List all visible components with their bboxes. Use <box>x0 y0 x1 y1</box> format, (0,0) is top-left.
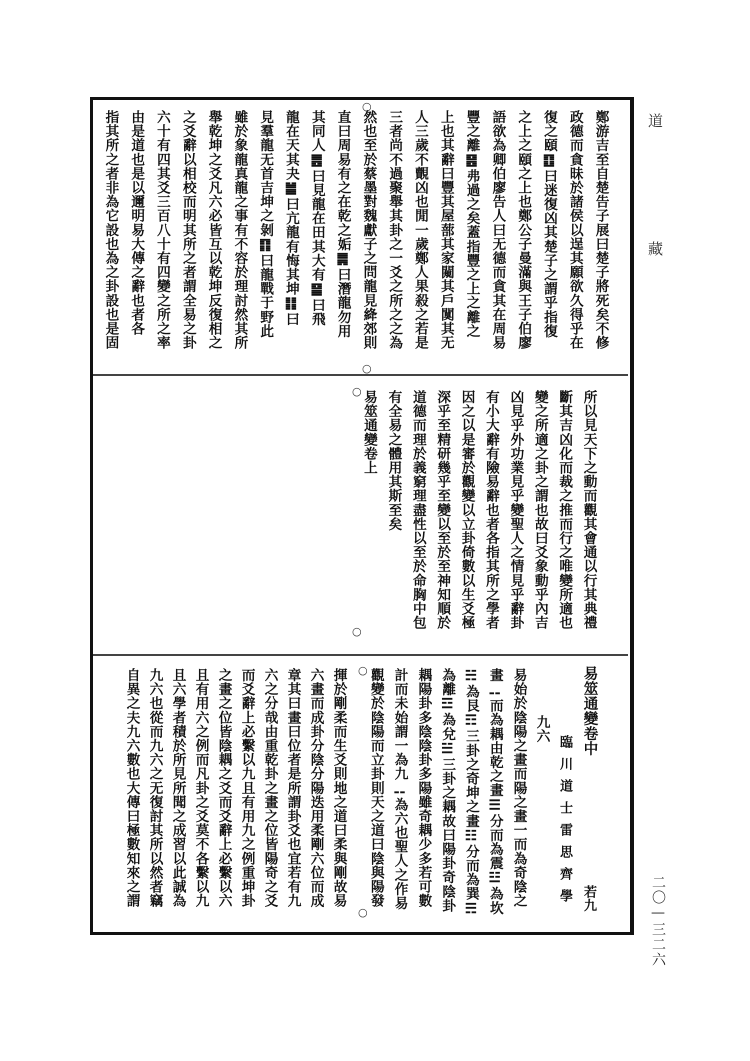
section-divider <box>93 654 628 656</box>
chapter-title: 易筮通變卷中 <box>581 666 599 756</box>
text-column: 揮於剛柔而生爻則地之道曰柔與剛故易 <box>330 668 347 908</box>
text-column: 且六學者積於所見所聞之成習以此誠為 <box>169 668 186 908</box>
text-column: 畫⚋而為耦由乾之畫☰分而為震☳為坎 <box>486 668 503 915</box>
text-column: 指其所之者非為它設也為之卦設也是固 <box>102 110 119 350</box>
text-column: 語欲為卿伯廖告人曰无德而貪其在周易 <box>489 110 506 350</box>
text-column: 六之分哉由重乾卦之畫之位皆陽奇之爻 <box>261 668 278 908</box>
chapter-title-mark: 若九 <box>581 885 596 912</box>
text-column: 有小大辭有險易辭也者各指其所之學者 <box>482 390 499 630</box>
text-column: 舉乾坤之爻凡六必皆互以乾坤反復相之 <box>205 110 222 350</box>
text-column: 而爻辭上必繫以九且有用九之例重坤卦 <box>238 668 255 908</box>
text-column: 豐之離䷝弗過之矣蓋指豐之上之離之 <box>463 110 480 338</box>
text-column: 觀變於陰陽而立卦則天之道曰陰與陽發 <box>367 668 384 908</box>
author-line: 臨川道士雷思齊學 <box>557 735 572 911</box>
text-column: 之上之頤之上也鄭公子曼滿與王子伯廖 <box>515 110 532 350</box>
text-column: 之畫之位皆陰耦之爻而爻辭上必繫以六 <box>215 668 232 908</box>
circle-marker: ○ <box>362 362 372 375</box>
text-column: 人三歲不覿凶也閒一歲鄭人果殺之若是 <box>411 110 428 350</box>
text-column: 之爻辭以相校而明其所之者謂全易之卦 <box>179 110 196 350</box>
text-column: 雖於象龍真龍之事有不容於理討然其所 <box>231 110 248 350</box>
text-column: 復之頤䷚曰迷復凶其楚子之謂乎指復 <box>540 110 557 338</box>
text-column: 耦陽卦多陰陰卦多陽雖奇耦少多若可數 <box>415 668 432 908</box>
circle-marker: ○ <box>352 625 362 638</box>
text-column: 直曰周易有之在乾之姤䷫曰潛龍勿用 <box>334 110 351 338</box>
text-column: 因之以是審於觀變以立卦倚數以生爻極 <box>458 390 475 630</box>
volume-end-title: 易筮通變卷上 <box>360 390 377 475</box>
text-column: 且有用六之例而凡卦之爻莫不各繫以九 <box>192 668 209 908</box>
text-column: 道德而理於義窮理盡性以至於命胸中包 <box>409 390 426 630</box>
text-column: 六十有四其爻三百八十有四變之所之率 <box>153 110 170 350</box>
text-column: 凶見乎外功業見乎變聖人之情見乎辭卦 <box>507 390 524 630</box>
text-column: 其同人䷌曰見龍在田其大有䷍曰飛 <box>308 110 325 327</box>
text-column: 三者尚不過聚舉其卦之一爻之所之之為 <box>386 110 403 350</box>
page-number: 二〇—三二六 <box>650 875 666 967</box>
text-column: 然也至於蔡墨對魏獻子之問龍見絳郊則 <box>360 110 377 350</box>
text-column: 變之所適之卦之謂也故曰爻象動乎內吉 <box>531 390 548 630</box>
text-column: 深乎至精研幾乎至變以至於至神知順於 <box>434 390 451 630</box>
circle-marker: ○ <box>362 100 372 113</box>
text-column: 六畫而成卦分陰分陽迭用柔剛六位而成 <box>307 668 324 908</box>
text-column: 計而未始謂一為九⚋為六也聖人之作易 <box>391 668 408 911</box>
text-column: 見羣龍无首吉坤之剝䷖曰龍戰于野此 <box>257 110 274 338</box>
circle-marker: ○ <box>352 385 362 398</box>
text-column: 九六也從而九六之无復討其所以然者竊 <box>146 668 163 908</box>
margin-title-char: 藏 <box>648 240 664 258</box>
text-column: 章其曰畫曰位者是所謂卦爻也宜若有九 <box>284 668 301 908</box>
text-column: 龍在天其夬䷪曰亢龍有悔其坤䷁曰 <box>282 110 299 327</box>
section-heading: 九六 <box>533 715 550 744</box>
text-column: 由是道也是以邇明易大傳之辭也者各 <box>128 110 145 336</box>
text-column: 鄭游吉至自楚告子展曰楚子將死矣不修 <box>592 110 609 350</box>
section-divider <box>93 374 628 376</box>
text-column: 斷其吉凶化而裁之推而行之唯變所適也 <box>556 390 573 630</box>
text-column: 有全易之體用其斯至矣 <box>385 390 402 531</box>
text-column: 政德而貪昧於諸侯以逞其願欲久得乎在 <box>566 110 583 350</box>
text-column: 易始於陰陽之畫而陽之畫一而為奇陰之 <box>510 668 527 908</box>
circle-marker: ○ <box>358 906 368 919</box>
text-column: ☵為艮☶三卦之奇坤之畫☷分而為巽☴ <box>462 668 479 918</box>
text-column: 上也其辭曰豐其屋蔀其家闚其戶闃其无 <box>437 110 454 350</box>
text-column: 為離☲為兌☱三卦之耦故曰陽卦奇陰卦 <box>439 668 456 913</box>
text-column: 所以見天下之動而觀其會通以行其典禮 <box>580 390 597 630</box>
circle-marker: ○ <box>358 664 368 677</box>
margin-title-char: 道 <box>648 112 664 130</box>
text-column: 自異之夫九六數也大傳曰極數知來之謂 <box>123 668 140 908</box>
